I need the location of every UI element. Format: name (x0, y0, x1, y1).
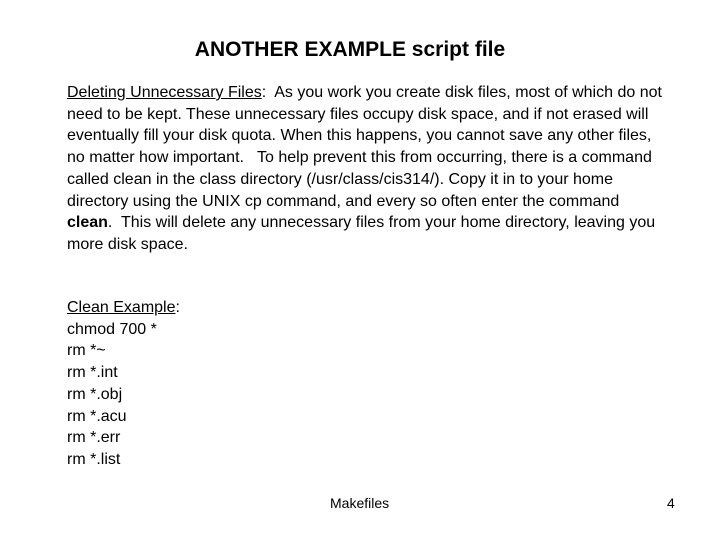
slide-title: ANOTHER EXAMPLE script file (194, 38, 506, 61)
example-line: rm *~ (67, 342, 106, 360)
example-line: rm *.list (67, 450, 121, 468)
example-line: rm *.obj (67, 385, 123, 403)
example-heading-line (67, 297, 180, 319)
clean-example-block (67, 297, 180, 471)
example-heading-colon: : (175, 299, 180, 316)
clean-command: clean (67, 214, 108, 232)
page-number: 4 (667, 495, 675, 511)
example-heading: Clean Example (67, 299, 176, 316)
example-line: rm *.err (67, 429, 121, 447)
example-line: chmod 700 * (67, 320, 157, 338)
paragraph-heading: Deleting Unnecessary Files (67, 84, 262, 101)
paragraph-heading-colon: : (261, 84, 267, 101)
example-line: rm *.acu (67, 407, 127, 425)
paragraph-text-2: . This will delete any unnecessary files from your home directory, leaving you more disk space. (67, 214, 660, 253)
paragraph-text-1: As you work you create disk files, most of which do not need to be kept. These unnecessary files occupy disk space, and if not erased will eventually fill your disk quota. When this happens, you cannot save any other files, no matter how important. To help prevent this from occurring, there is a command called clean in the class directory (/usr/class/cis314/). Copy it in to your home directory using the UNIX cp command, and every so often enter the command (67, 84, 667, 210)
body-paragraph (67, 82, 667, 256)
footer-label: Makefiles (330, 495, 390, 511)
example-line: rm *.int (67, 364, 118, 382)
